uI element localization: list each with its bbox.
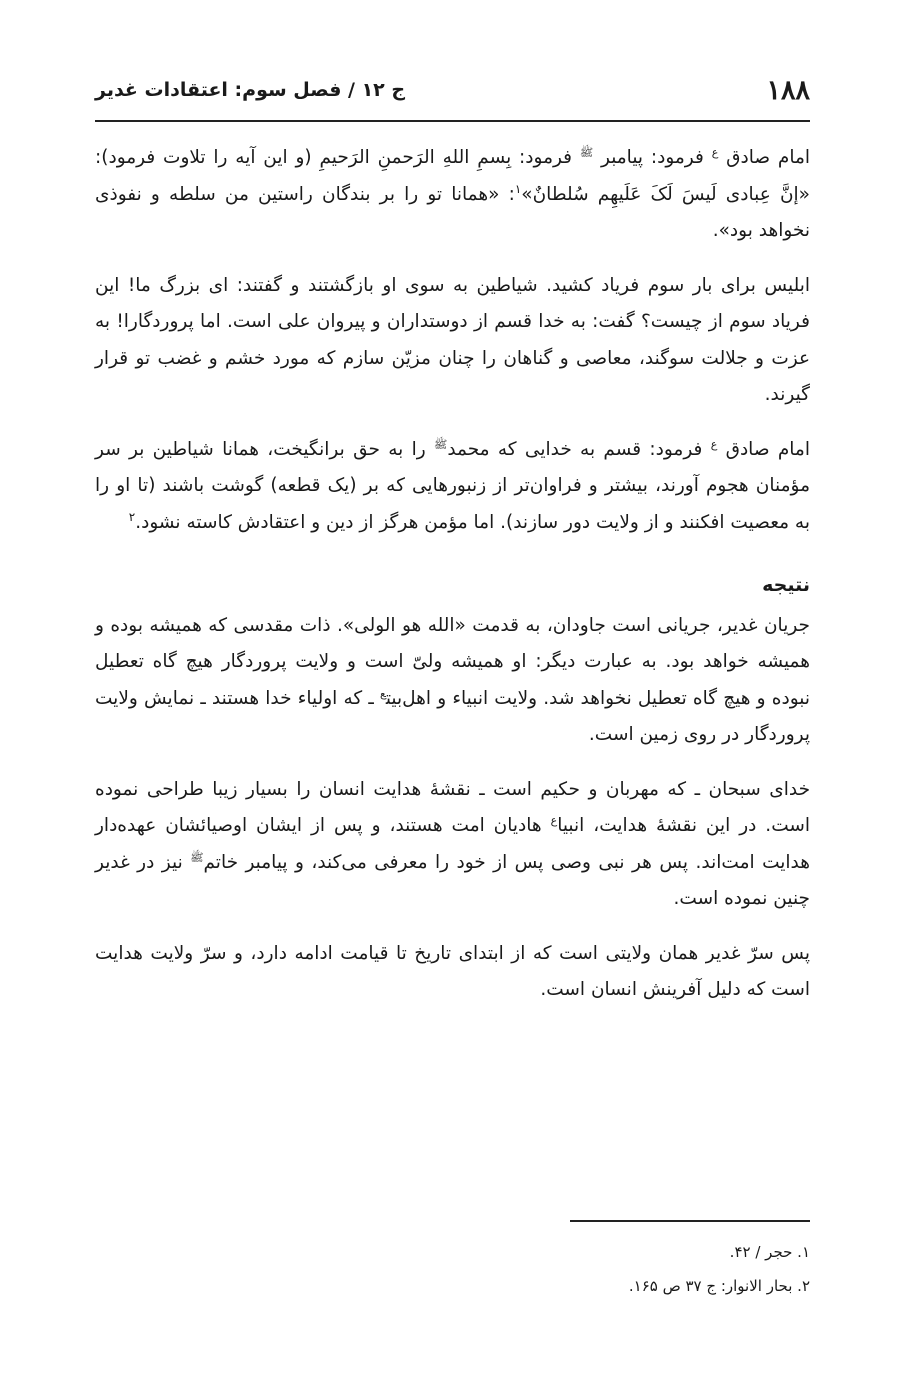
paragraph-1 [95,140,810,250]
paragraph-3-text-c: را به حق برانگیخت، همانا شیاطین بر سر مؤمنان هجوم آورند، بیشتر و فراوان‌تر از زنبورهایی که بر (یک قطعه) گوشت باشند (تا او را به معصیت افکنند و از ولایت دور سازند). اما مؤمن هرگز از دین و اعتقادش کاسته نشود. [95,438,810,533]
honorific-prophet-mark: ﷺ [434,437,448,451]
honorific-prophet-mark: ﷺ [190,850,204,864]
quran-verse: إنَّ عِبادی لَیسَ لَکَ عَلَیهِم سُلطانٌ [532,183,799,205]
honorific-imam-mark: ع [710,437,718,451]
honorific-imam-mark: ع [711,145,719,159]
section-paragraph-3: پس سرّ غدیر همان ولایتی است که از ابتدای تاریخ تا قیامت ادامه دارد، و سرّ ولایت هدایت است که دلیل آفرینش انسان است. [95,942,810,1000]
paragraph-1-text-a: امام صادق [726,147,811,168]
section-paragraph-1 [95,608,810,754]
footnote-ref-2[interactable]: ۲ [128,509,136,524]
page-header [95,64,810,116]
paragraph-1-text-e: : «همانا تو را بر بندگان راستین من سلطه و نفوذی نخواهد بود». [95,183,810,241]
honorific-plural-mark: ع [550,813,558,827]
section-paragraph-2-text-c: نیز در غدیر چنین نموده است. [95,851,810,909]
honorific-prophet-mark: ﷺ [579,145,594,159]
paragraph-1-text-b: فرمود: پیامبر [600,147,704,168]
paragraph-3 [95,432,810,542]
section-paragraph-2-text-b: هادیان امت هستند، و پس از ایشان اوصیائشان عهده‌دار هدایت امت‌اند. پس هر نبی وصی پس از خود را معرفی می‌کند، و پیامبر خاتم [95,815,810,873]
quote-close: » [521,183,533,205]
page-number: ۱۸۸ [766,74,810,106]
footnotes [95,1235,810,1303]
section-heading: نتیجه [762,574,810,596]
paragraph-2: ابلیس برای بار سوم فریاد کشید. شیاطین به سوی او بازگشتند و گفتند: ای بزرگ ما! این فریاد سوم از چیست؟ گفت: به خدا قسم از دوستداران و پیروان علی است. اما پروردگارا! به عزت و جلالت سوگند، معاصی و گناهان را چنان مزیّن سازم که مورد خشم و غضب تو قرار گیرند. [95,274,810,405]
header-rule [95,120,810,122]
section-paragraph-2-text-a: خدای سبحان ـ که مهربان و حکیم است ـ نقشهٔ هدایت انسان را بسیار زیبا طراحی نموده است. در این نقشهٔ هدایت، انبیا [95,778,810,836]
section-paragraph-1-text-b: ـ که اولیاء خدا هستند ـ نمایش ولایت پروردگار در روی زمین است. [95,687,810,745]
section-paragraph-1-text-a: جریان غدیر، جریانی است جاودان، به قدمت «الله هو الولی». ذات مقدسی که همیشه بوده و همیشه خواهد بود. به عبارت دیگر: او همیشه ولیّ است و ولایت پروردگار هیچ گاه تعطیل نبوده و هیچ گاه تعطیل نخواهد شد. ولایت انبیاء و اهل‌بیت [95,614,810,709]
running-title: ج ۱۲ / فصل سوم: اعتقادات غدیر [95,79,406,101]
paragraph-1-text-c: فرمود: بِسمِ اللهِ الرَحمنِ الرَحیمِ (و این آیه را تلاوت فرمود): « [95,147,810,205]
section-paragraph-2 [95,772,810,918]
footnote-ref-1[interactable]: ۱ [514,181,522,196]
footnote-rule [570,1220,810,1222]
footnote-1: ۱. حجر / ۴۲. [729,1243,810,1261]
paragraph-3-text-b: فرمود: قسم به خدایی که محمد [447,438,703,460]
body-text [95,140,810,1027]
footnote-2: ۲. بحار الانوار: ج ۳۷ ص ۱۶۵. [628,1277,810,1295]
paragraph-3-text-a: امام صادق [725,438,810,460]
honorific-plural-mark: ع [379,686,386,700]
